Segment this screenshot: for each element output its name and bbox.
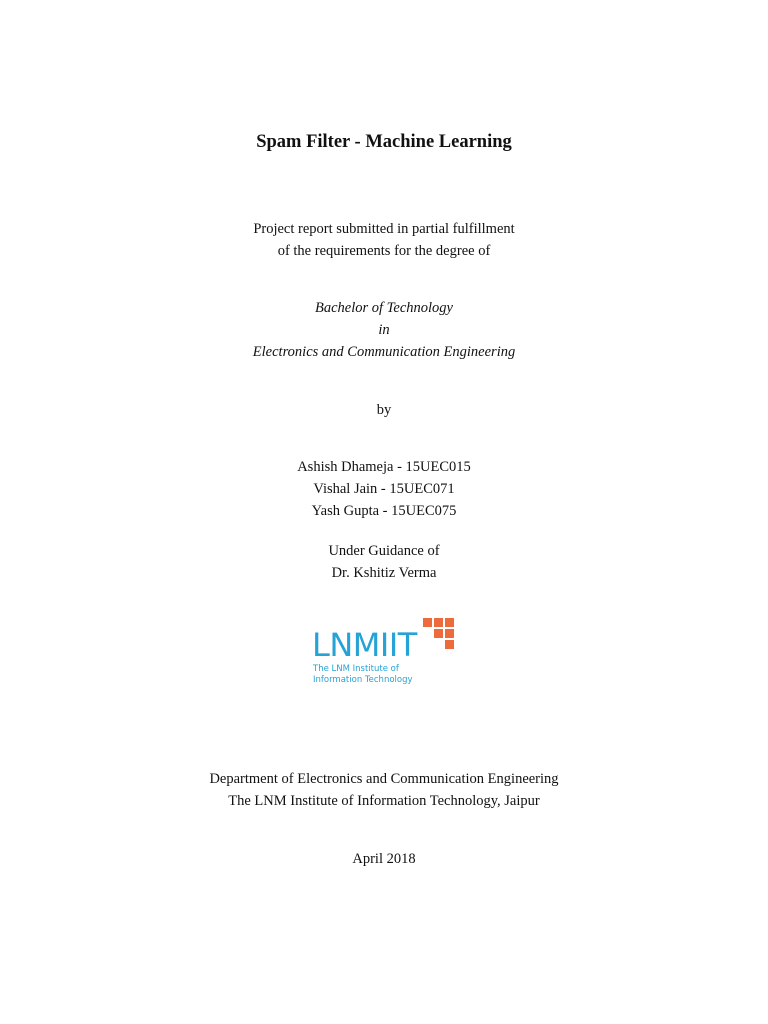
logo-square: [434, 618, 443, 627]
logo-subtitle-line-2: Information Technology: [313, 675, 413, 685]
logo-wordmark: LNMIIT: [312, 626, 417, 664]
logo-square: [423, 618, 432, 627]
logo-subtitle-line-1: The LNM Institute of: [313, 664, 399, 674]
submission-text-line-1: Project report submitted in partial fulfillment: [253, 221, 515, 237]
report-title: Spam Filter - Machine Learning: [256, 132, 512, 152]
degree-conjunction: in: [378, 322, 390, 338]
degree-name: Bachelor of Technology: [315, 300, 453, 316]
author-3: Yash Gupta - 15UEC075: [311, 503, 457, 519]
institute-logo: [312, 616, 462, 690]
author-1: Ashish Dhameja - 15UEC015: [297, 459, 471, 475]
author-2: Vishal Jain - 15UEC071: [313, 481, 455, 497]
logo-square: [434, 629, 443, 638]
report-date: April 2018: [352, 851, 416, 867]
submission-text-line-2: of the requirements for the degree of: [277, 243, 491, 259]
by-label: by: [376, 402, 392, 418]
degree-field: Electronics and Communication Engineering: [252, 344, 516, 360]
guide-name: Dr. Kshitiz Verma: [331, 565, 437, 581]
logo-square: [445, 640, 454, 649]
logo-square: [445, 618, 454, 627]
department-line-1: Department of Electronics and Communication Engineering: [209, 771, 559, 787]
guidance-label: Under Guidance of: [328, 543, 440, 559]
logo-square: [445, 629, 454, 638]
department-line-2: The LNM Institute of Information Technology, Jaipur: [228, 793, 540, 809]
